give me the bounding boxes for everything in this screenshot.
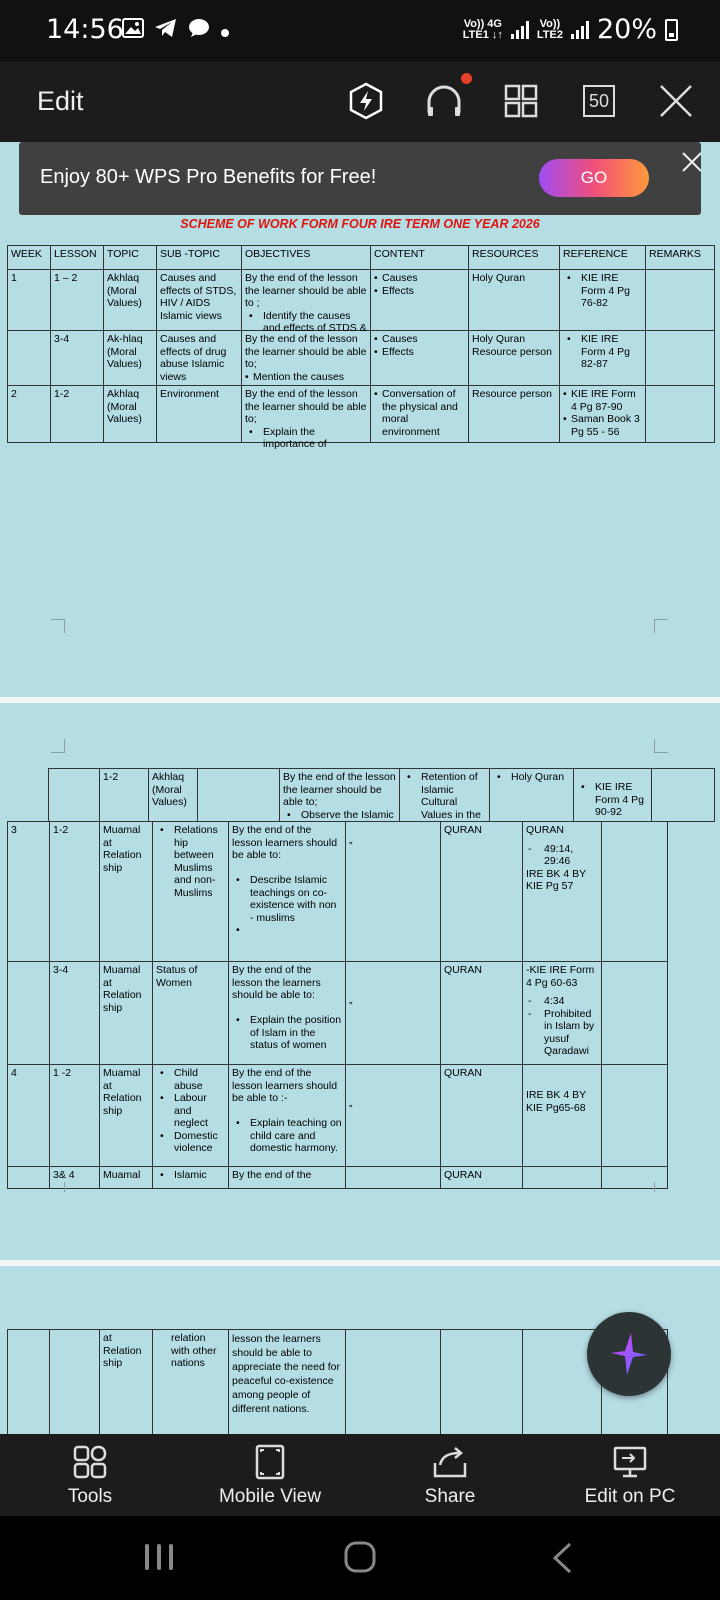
cell-content: ” xyxy=(346,1065,441,1167)
page-corner-mark xyxy=(51,1182,65,1192)
cell-lesson: 3& 4 xyxy=(50,1167,100,1189)
table-header-row xyxy=(8,246,715,270)
cell-lesson: 3-4 xyxy=(51,331,104,386)
monitor-icon xyxy=(550,1444,710,1480)
ai-assistant-button[interactable] xyxy=(587,1312,671,1396)
cell-content: • Conversation of the physical and moral environment xyxy=(371,386,469,443)
page-corner-mark xyxy=(51,619,65,633)
tools-icon xyxy=(10,1444,170,1480)
table-row xyxy=(8,1065,668,1167)
cell-lesson: 3-4 xyxy=(50,962,100,1065)
cell-objectives: By the end of the lesson learners should be able to: • Describe Islamic teachings on co-existence with non - muslims xyxy=(229,822,346,962)
cell-subtopic: Environment xyxy=(157,386,242,443)
cell-resources: Holy Quran xyxy=(469,270,560,331)
cell-reference: • KIE IRE Form 4 Pg 76-82 xyxy=(560,270,646,331)
tools-label: Tools xyxy=(67,1486,113,1507)
header-content: CONTENT xyxy=(371,246,469,270)
cell-reference: IRE BK 4 BY KIE Pg65-68 xyxy=(523,1065,602,1167)
cell-objectives: By the end of the lesson the learner should be able to; • Explain the importance of xyxy=(242,386,371,443)
system-nav-bar xyxy=(0,1516,720,1600)
tools-button[interactable] xyxy=(10,1444,170,1508)
table-row xyxy=(49,769,715,822)
sparkle-icon xyxy=(607,1331,651,1377)
notification-dot xyxy=(461,73,472,84)
bottom-toolbar xyxy=(0,1434,720,1516)
cell-subtopic: • Islamic xyxy=(153,1167,229,1189)
cell-subtopic: Status of Women xyxy=(153,962,229,1065)
signal-icon xyxy=(511,21,529,39)
cell-content xyxy=(346,1330,441,1440)
page-separator xyxy=(0,697,720,703)
cell-reference xyxy=(523,1167,602,1189)
table-row xyxy=(8,1167,668,1189)
recent-apps-icon[interactable] xyxy=(143,1542,175,1577)
table-row xyxy=(8,962,668,1065)
pro-features-icon[interactable] xyxy=(345,80,387,122)
cell-lesson: 1-2 xyxy=(51,386,104,443)
scheme-table-page2-top xyxy=(48,768,715,822)
cell-lesson: 1 – 2 xyxy=(51,270,104,331)
battery-icon xyxy=(665,19,678,41)
cell-content xyxy=(346,1167,441,1189)
cell-content: ” xyxy=(346,822,441,962)
cell-week: 2 xyxy=(8,386,51,443)
headphones-icon[interactable] xyxy=(423,80,465,122)
cell-remarks xyxy=(646,331,715,386)
page-corner-mark xyxy=(654,619,668,633)
header-subtopic: SUB -TOPIC xyxy=(157,246,242,270)
cell-week xyxy=(8,962,50,1065)
cell-subtopic: • Child abuse • Labour and neglect • Domestic violence xyxy=(153,1065,229,1167)
promo-text: Enjoy 80+ WPS Pro Benefits for Free! xyxy=(40,166,377,188)
cell-remarks xyxy=(602,1065,668,1167)
cell-objectives: By the end of the lesson the learner should be able to ; • Identify the causes and effects of STDS & xyxy=(242,270,371,331)
cell-objectives: By the end of the lesson the learner should be able to; • Mention the causes xyxy=(242,331,371,386)
cell-objectives: lesson the learners should be able to appreciate the need for peaceful co-existence among people of different nations. xyxy=(229,1330,346,1440)
doc-title: SCHEME OF WORK FORM FOUR IRE TERM ONE YEAR 2026 xyxy=(180,217,540,231)
share-icon xyxy=(370,1444,530,1480)
cell-reference: QURAN - 49:14, 29:46 IRE BK 4 BY KIE Pg 57 xyxy=(523,822,602,962)
header-resources: RESOURCES xyxy=(469,246,560,270)
share-button[interactable] xyxy=(370,1444,530,1508)
header-lesson: LESSON xyxy=(51,246,104,270)
edit-button[interactable]: Edit xyxy=(37,86,84,116)
cell-reference: • KIE IRE Form 4 Pg 82-87 xyxy=(560,331,646,386)
cell-topic: Muamal at Relation ship xyxy=(100,822,153,962)
cell-content: ” xyxy=(346,962,441,1065)
app-bar xyxy=(0,62,720,142)
table-row xyxy=(8,270,715,331)
sim2-label: Vo)) LTE2 xyxy=(536,17,563,41)
cell-topic: Muamal at Relation ship xyxy=(100,962,153,1065)
share-label: Share xyxy=(424,1486,476,1507)
cell-week xyxy=(49,769,100,822)
table-row xyxy=(8,1330,668,1440)
notification-icons xyxy=(122,18,230,43)
home-icon[interactable] xyxy=(344,1542,376,1577)
battery-percent: 20% xyxy=(596,14,657,45)
cell-week xyxy=(8,1330,50,1440)
cell-topic: Akhlaq (Moral Values) xyxy=(104,270,157,331)
cell-week: 4 xyxy=(8,1065,50,1167)
close-icon[interactable] xyxy=(679,149,705,175)
status-bar xyxy=(0,0,720,62)
cell-objectives: By the end of the lesson the learners should be able to: • Explain the position of Islam in the status of women xyxy=(229,962,346,1065)
table-row xyxy=(8,331,715,386)
page-count-label: 50 xyxy=(588,90,610,111)
page-separator xyxy=(0,1260,720,1266)
promo-go-button[interactable]: GO xyxy=(539,159,649,197)
cell-lesson: 1 -2 xyxy=(50,1065,100,1167)
chat-icon xyxy=(188,18,210,43)
mobile-view-button[interactable] xyxy=(190,1444,350,1508)
cell-week: 1 xyxy=(8,270,51,331)
mobile-view-label: Mobile View xyxy=(218,1486,322,1507)
grid-view-icon[interactable] xyxy=(500,80,542,122)
header-objectives: OBJECTIVES xyxy=(242,246,371,270)
header-week: WEEK xyxy=(8,246,51,270)
page-count-button[interactable] xyxy=(578,80,620,122)
cell-remarks xyxy=(652,769,715,822)
header-reference: REFERENCE xyxy=(560,246,646,270)
cell-remarks xyxy=(646,270,715,331)
cell-subtopic xyxy=(198,769,280,822)
cell-subtopic: Causes and effects of drug abuse Islamic views xyxy=(157,331,242,386)
cell-week: 3 xyxy=(8,822,50,962)
cell-topic: Ak-hlaq (Moral Values) xyxy=(104,331,157,386)
cell-reference: -KIE IRE Form 4 Pg 60-63 - 4:34 - Prohibited in Islam by yusuf Qaradawi xyxy=(523,962,602,1065)
cell-objectives: By the end of the lesson learners should be able to :- • Explain teaching on child care and domestic harmony. xyxy=(229,1065,346,1167)
back-icon[interactable] xyxy=(550,1542,574,1579)
promo-banner xyxy=(19,142,701,215)
mobile-view-icon xyxy=(190,1444,350,1480)
cell-content: • Retention of Islamic Cultural Values in the xyxy=(400,769,490,822)
signal-icon xyxy=(571,21,589,39)
cell-topic: at Relation ship xyxy=(100,1330,153,1440)
cell-lesson xyxy=(50,1330,100,1440)
header-remarks: REMARKS xyxy=(646,246,715,270)
cell-resources: • Holy Quran xyxy=(490,769,574,822)
cell-resources: Holy Quran Resource person xyxy=(469,331,560,386)
edit-on-pc-label: Edit on PC xyxy=(584,1486,676,1507)
cell-topic: Muamal xyxy=(100,1167,153,1189)
scheme-table-page1 xyxy=(7,245,715,450)
telegram-icon xyxy=(154,18,178,43)
cell-resources xyxy=(441,1330,523,1440)
cell-resources: QURAN xyxy=(441,822,523,962)
cell-subtopic: • Relations hip between Muslims and non-Muslims xyxy=(153,822,229,962)
cell-subtopic: Causes and effects of STDS, HIV / AIDS Islamic views xyxy=(157,270,242,331)
dot-icon xyxy=(220,19,230,43)
sim1-label: Vo)) 4G LTE1 ↓↑ xyxy=(462,17,503,41)
table-row xyxy=(8,822,668,962)
cell-lesson: 1-2 xyxy=(50,822,100,962)
cell-remarks xyxy=(602,962,668,1065)
edit-on-pc-button[interactable] xyxy=(550,1444,710,1508)
cell-remarks xyxy=(602,822,668,962)
cell-resources: QURAN xyxy=(441,1065,523,1167)
status-right xyxy=(463,14,678,45)
cell-objectives: By the end of the xyxy=(229,1167,346,1189)
cell-content: • Causes • Effects xyxy=(371,270,469,331)
cell-resources: Resource person xyxy=(469,386,560,443)
cell-resources: QURAN xyxy=(441,1167,523,1189)
cell-topic: Akhlaq (Moral Values) xyxy=(104,386,157,443)
page-corner-mark xyxy=(654,1182,668,1192)
document-view[interactable] xyxy=(0,142,720,1434)
cell-week xyxy=(8,1167,50,1189)
cell-resources: QURAN xyxy=(441,962,523,1065)
scheme-table-page3 xyxy=(7,1329,668,1440)
cell-topic: Muamal at Relation ship xyxy=(100,1065,153,1167)
gallery-icon xyxy=(122,18,144,43)
cell-reference: • KIE IRE Form 4 Pg 90-92 xyxy=(574,769,652,822)
cell-subtopic: relation with other nations xyxy=(153,1330,229,1440)
page-corner-mark xyxy=(51,739,65,753)
table-row xyxy=(8,386,715,443)
cell-content: • Causes • Effects xyxy=(371,331,469,386)
cell-week xyxy=(8,331,51,386)
close-icon[interactable] xyxy=(655,80,697,122)
cell-remarks xyxy=(646,386,715,443)
cell-reference: • KIE IRE Form 4 Pg 87-90 • Saman Book 3 Pg 55 - 56 xyxy=(560,386,646,443)
page-corner-mark xyxy=(654,739,668,753)
cell-lesson: 1-2 xyxy=(100,769,149,822)
cell-objectives: By the end of the lesson the learner should be able to; • Observe the Islamic xyxy=(280,769,400,822)
scheme-table-page2 xyxy=(7,821,668,1189)
header-topic: TOPIC xyxy=(104,246,157,270)
status-time: 14:56 xyxy=(46,14,124,45)
cell-topic: Akhlaq (Moral Values) xyxy=(149,769,198,822)
